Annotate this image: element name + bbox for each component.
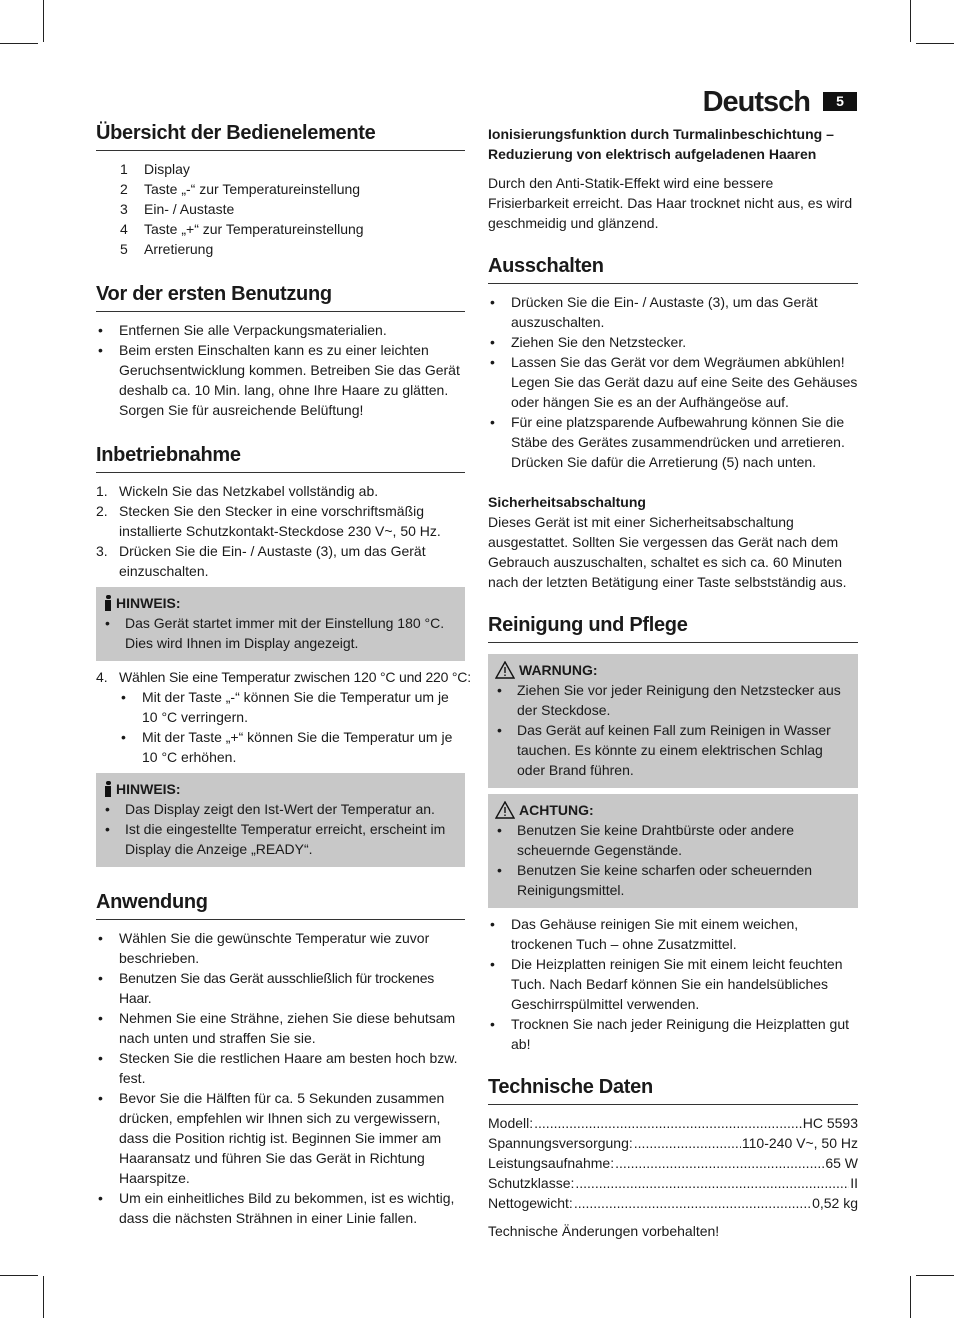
spec-label: Nettogewicht: (488, 1195, 573, 1211)
crop-mark (916, 43, 954, 44)
list-item: • Benutzen Sie das Gerät ausschließlich für trockenes Haar. (96, 968, 465, 1008)
warning-heading (495, 660, 851, 680)
list-item: • Beim ersten Einschalten kann es zu einer leichten Geruchsentwicklung kommen. Betreiben Sie das Gerät deshalb ca. 10 Min. lang, ohne Ihre Haare zu glätten. Sorgen Sie für ausreichende Belüftung! (96, 340, 465, 420)
section-title-cleaning: Reinigung und Pflege (488, 612, 858, 643)
spec-value: 65 W (825, 1155, 858, 1171)
overview-item-label: Ein- / Austaste (144, 201, 235, 217)
spec-value: II (850, 1175, 858, 1191)
step-number: 2. (96, 503, 108, 519)
list-item: • Drücken Sie die Ein- / Austaste (3), um das Gerät auszuschalten. (488, 292, 858, 332)
list-item: • Um ein einheitliches Bild zu bekommen, ist es wichtig, dass die nächsten Strähnen in einer Linie fallen. (96, 1188, 465, 1228)
list-item: • Stecken Sie die restlichen Haare am besten hoch bzw. fest. (96, 1048, 465, 1088)
tech-footer: Technische Änderungen vorbehalten! (488, 1223, 720, 1239)
list-item: • Benutzen Sie keine scharfen oder scheuernden Reinigungsmittel. (495, 860, 851, 900)
section-title-overview: Übersicht der Bedienelemente (96, 120, 465, 151)
list-item: • Trocknen Sie nach jeder Reinigung die Heizplatten gut ab! (488, 1014, 858, 1054)
spec-label: Spannungsversorgung: (488, 1135, 633, 1151)
overview-item-number: 4 (120, 221, 128, 237)
right-column (488, 124, 858, 1241)
spec-label: Leistungsaufnahme: (488, 1155, 615, 1171)
overview-item-number: 1 (120, 161, 128, 177)
warning-label: WARNUNG: (519, 662, 598, 678)
step-number: 1. (96, 483, 108, 499)
tech-specs (488, 1113, 858, 1213)
section-title-safety: Sicherheitsabschaltung (488, 494, 646, 510)
cleaning-list (488, 914, 858, 1054)
leader-dots (615, 1153, 824, 1173)
crop-mark (910, 0, 911, 42)
leader-dots (534, 1113, 802, 1133)
list-item: • Für eine platzsparende Aufbewahrung können Sie die Stäbe des Gerätes zusammendrücken und arretieren. Drücken Sie dafür die Arretierung (5) nach unten. (488, 412, 858, 472)
spec-row (488, 1133, 858, 1153)
leader-dots (575, 1173, 849, 1193)
note-label: HINWEIS: (116, 781, 181, 797)
step-text: Stecken Sie den Stecker in eine vorschriftsmäßig installierte Schutzkontakt-Steckdose 230 V~, 50 Hz. (119, 503, 441, 539)
overview-item-number: 3 (120, 201, 128, 217)
list-item: • Das Gehäuse reinigen Sie mit einem weichen, trockenen Tuch – ohne Zusatzmittel. (488, 914, 858, 954)
list-item: • Benutzen Sie keine Drahtbürste oder andere scheuernde Gegenstände. (495, 820, 851, 860)
section-title-before-use: Vor der ersten Benutzung (96, 281, 465, 312)
spec-row (488, 1173, 858, 1193)
warning-icon (495, 661, 515, 679)
list-item: • Bevor Sie die Hälften für ca. 5 Sekunden zusammen drücken, empfehlen wir Ihnen sich zu vergewissern, dass die Position richtig ist. Beginnen Sie immer am Haaransatz und führen Sie das Gerät in Richtung Haarspitze. (96, 1088, 465, 1188)
info-icon (103, 781, 113, 797)
spec-value: HC 5593 (802, 1115, 858, 1131)
page-number: 5 (823, 92, 857, 111)
note-heading (103, 593, 458, 613)
leader-dots (634, 1133, 741, 1153)
ionization-text: Durch den Anti-Statik-Effekt wird eine bessere Frisierbarkeit erreicht. Das Haar trocknet nicht aus, es wird geschmeidig und glänzend. (488, 175, 853, 231)
safety-text: Dieses Gerät ist mit einer Sicherheitsabschaltung ausgestattet. Sollten Sie vergessen das Gerät nach dem Gebrauch auszuschalten, schaltet es sich ca. 60 Minuten nach der letzten Betätigung einer Taste selbstständig aus. (488, 514, 847, 590)
step-text: Wählen Sie eine Temperatur zwischen 120 °C und 220 °C: (119, 669, 471, 685)
overview-item-label: Taste „+“ zur Temperatureinstellung (144, 221, 364, 237)
list-item: • Die Heizplatten reinigen Sie mit einem leicht feuchten Tuch. Nach Bedarf können Sie ein handelsübliches Geschirrspülmittel verwenden. (488, 954, 858, 1014)
spec-value: 110-240 V~, 50 Hz (741, 1135, 858, 1151)
step-text: Wickeln Sie das Netzkabel vollständig ab. (119, 483, 379, 499)
spec-value: 0,52 kg (812, 1195, 858, 1211)
list-item: • Das Display zeigt den Ist-Wert der Temperatur an. (103, 799, 458, 819)
sub-list (119, 687, 465, 767)
list-item: • Entfernen Sie alle Verpackungsmaterialien. (96, 320, 465, 340)
list-item (96, 541, 465, 581)
list-item: • Lassen Sie das Gerät vor dem Wegräumen abkühlen! Legen Sie das Gerät dazu auf eine Seite des Gehäuses oder hängen Sie es an der Aufhängeöse auf. (488, 352, 858, 412)
list-item: • Wählen Sie die gewünschte Temperatur wie zuvor beschrieben. (96, 928, 465, 968)
language-title: Deutsch (702, 86, 810, 118)
overview-item-number: 5 (120, 241, 128, 257)
crop-mark (43, 1276, 44, 1318)
info-icon (103, 595, 113, 611)
note-box (96, 587, 465, 661)
crop-mark (0, 43, 38, 44)
overview-item-label: Arretierung (144, 241, 214, 257)
caution-label: ACHTUNG: (519, 802, 594, 818)
step-number: 3. (96, 543, 108, 559)
spec-row (488, 1153, 858, 1173)
list-item: • Das Gerät startet immer mit der Einstellung 180 °C. Dies wird Ihnen im Display angezeigt. (103, 613, 458, 653)
spec-row (488, 1193, 858, 1213)
overview-item-label: Taste „-“ zur Temperatureinstellung (144, 181, 361, 197)
caution-box (488, 794, 858, 908)
section-title-ionization: Ionisierungsfunktion durch Turmalinbeschichtung – Reduzierung von elektrisch aufgeladenen Haaren (488, 126, 834, 162)
section-title-switch-off: Ausschalten (488, 253, 858, 284)
section-title-tech: Technische Daten (488, 1074, 858, 1105)
before-use-list (96, 320, 465, 420)
crop-mark (910, 1276, 911, 1318)
crop-mark (43, 0, 44, 42)
step-number: 4. (96, 669, 108, 685)
crop-mark (916, 1275, 954, 1276)
list-item (96, 501, 465, 541)
spec-row (488, 1113, 858, 1133)
usage-list (96, 928, 465, 1228)
overview-item-label: Display (144, 161, 190, 177)
spec-label: Modell: (488, 1115, 534, 1131)
overview-list (120, 159, 465, 259)
note-label: HINWEIS: (116, 595, 181, 611)
caution-heading (495, 800, 851, 820)
list-item: • Ist die eingestellte Temperatur erreicht, erscheint im Display die Anzeige „READY“. (103, 819, 458, 859)
list-item: • Das Gerät auf keinen Fall zum Reinigen in Wasser tauchen. Es könnte zu einem elektrischen Schlag oder Brand führen. (495, 720, 851, 780)
spec-label: Schutzklasse: (488, 1175, 575, 1191)
list-item: • Ziehen Sie vor jeder Reinigung den Netzstecker aus der Steckdose. (495, 680, 851, 720)
note-heading (103, 779, 458, 799)
list-item: • Ziehen Sie den Netzstecker. (488, 332, 858, 352)
section-title-startup: Inbetriebnahme (96, 442, 465, 473)
step-text: Drücken Sie die Ein- / Austaste (3), um das Gerät einzuschalten. (119, 543, 426, 579)
startup-step-4 (96, 667, 471, 767)
warning-box (488, 654, 858, 788)
leader-dots (574, 1193, 811, 1213)
warning-icon (495, 801, 515, 819)
list-item: • Mit der Taste „-“ können Sie die Temperatur um je 10 °C verringern. (119, 687, 465, 727)
list-item (96, 481, 465, 501)
note-box (96, 773, 465, 867)
section-title-usage: Anwendung (96, 889, 465, 920)
list-item: • Nehmen Sie eine Strähne, ziehen Sie diese behutsam nach unten und straffen Sie sie. (96, 1008, 465, 1048)
list-item (96, 667, 471, 767)
switch-off-list (488, 292, 858, 472)
overview-item-number: 2 (120, 181, 128, 197)
list-item: • Mit der Taste „+“ können Sie die Temperatur um je 10 °C erhöhen. (119, 727, 465, 767)
left-column (96, 120, 471, 1228)
crop-mark (0, 1275, 38, 1276)
startup-steps (96, 481, 465, 581)
